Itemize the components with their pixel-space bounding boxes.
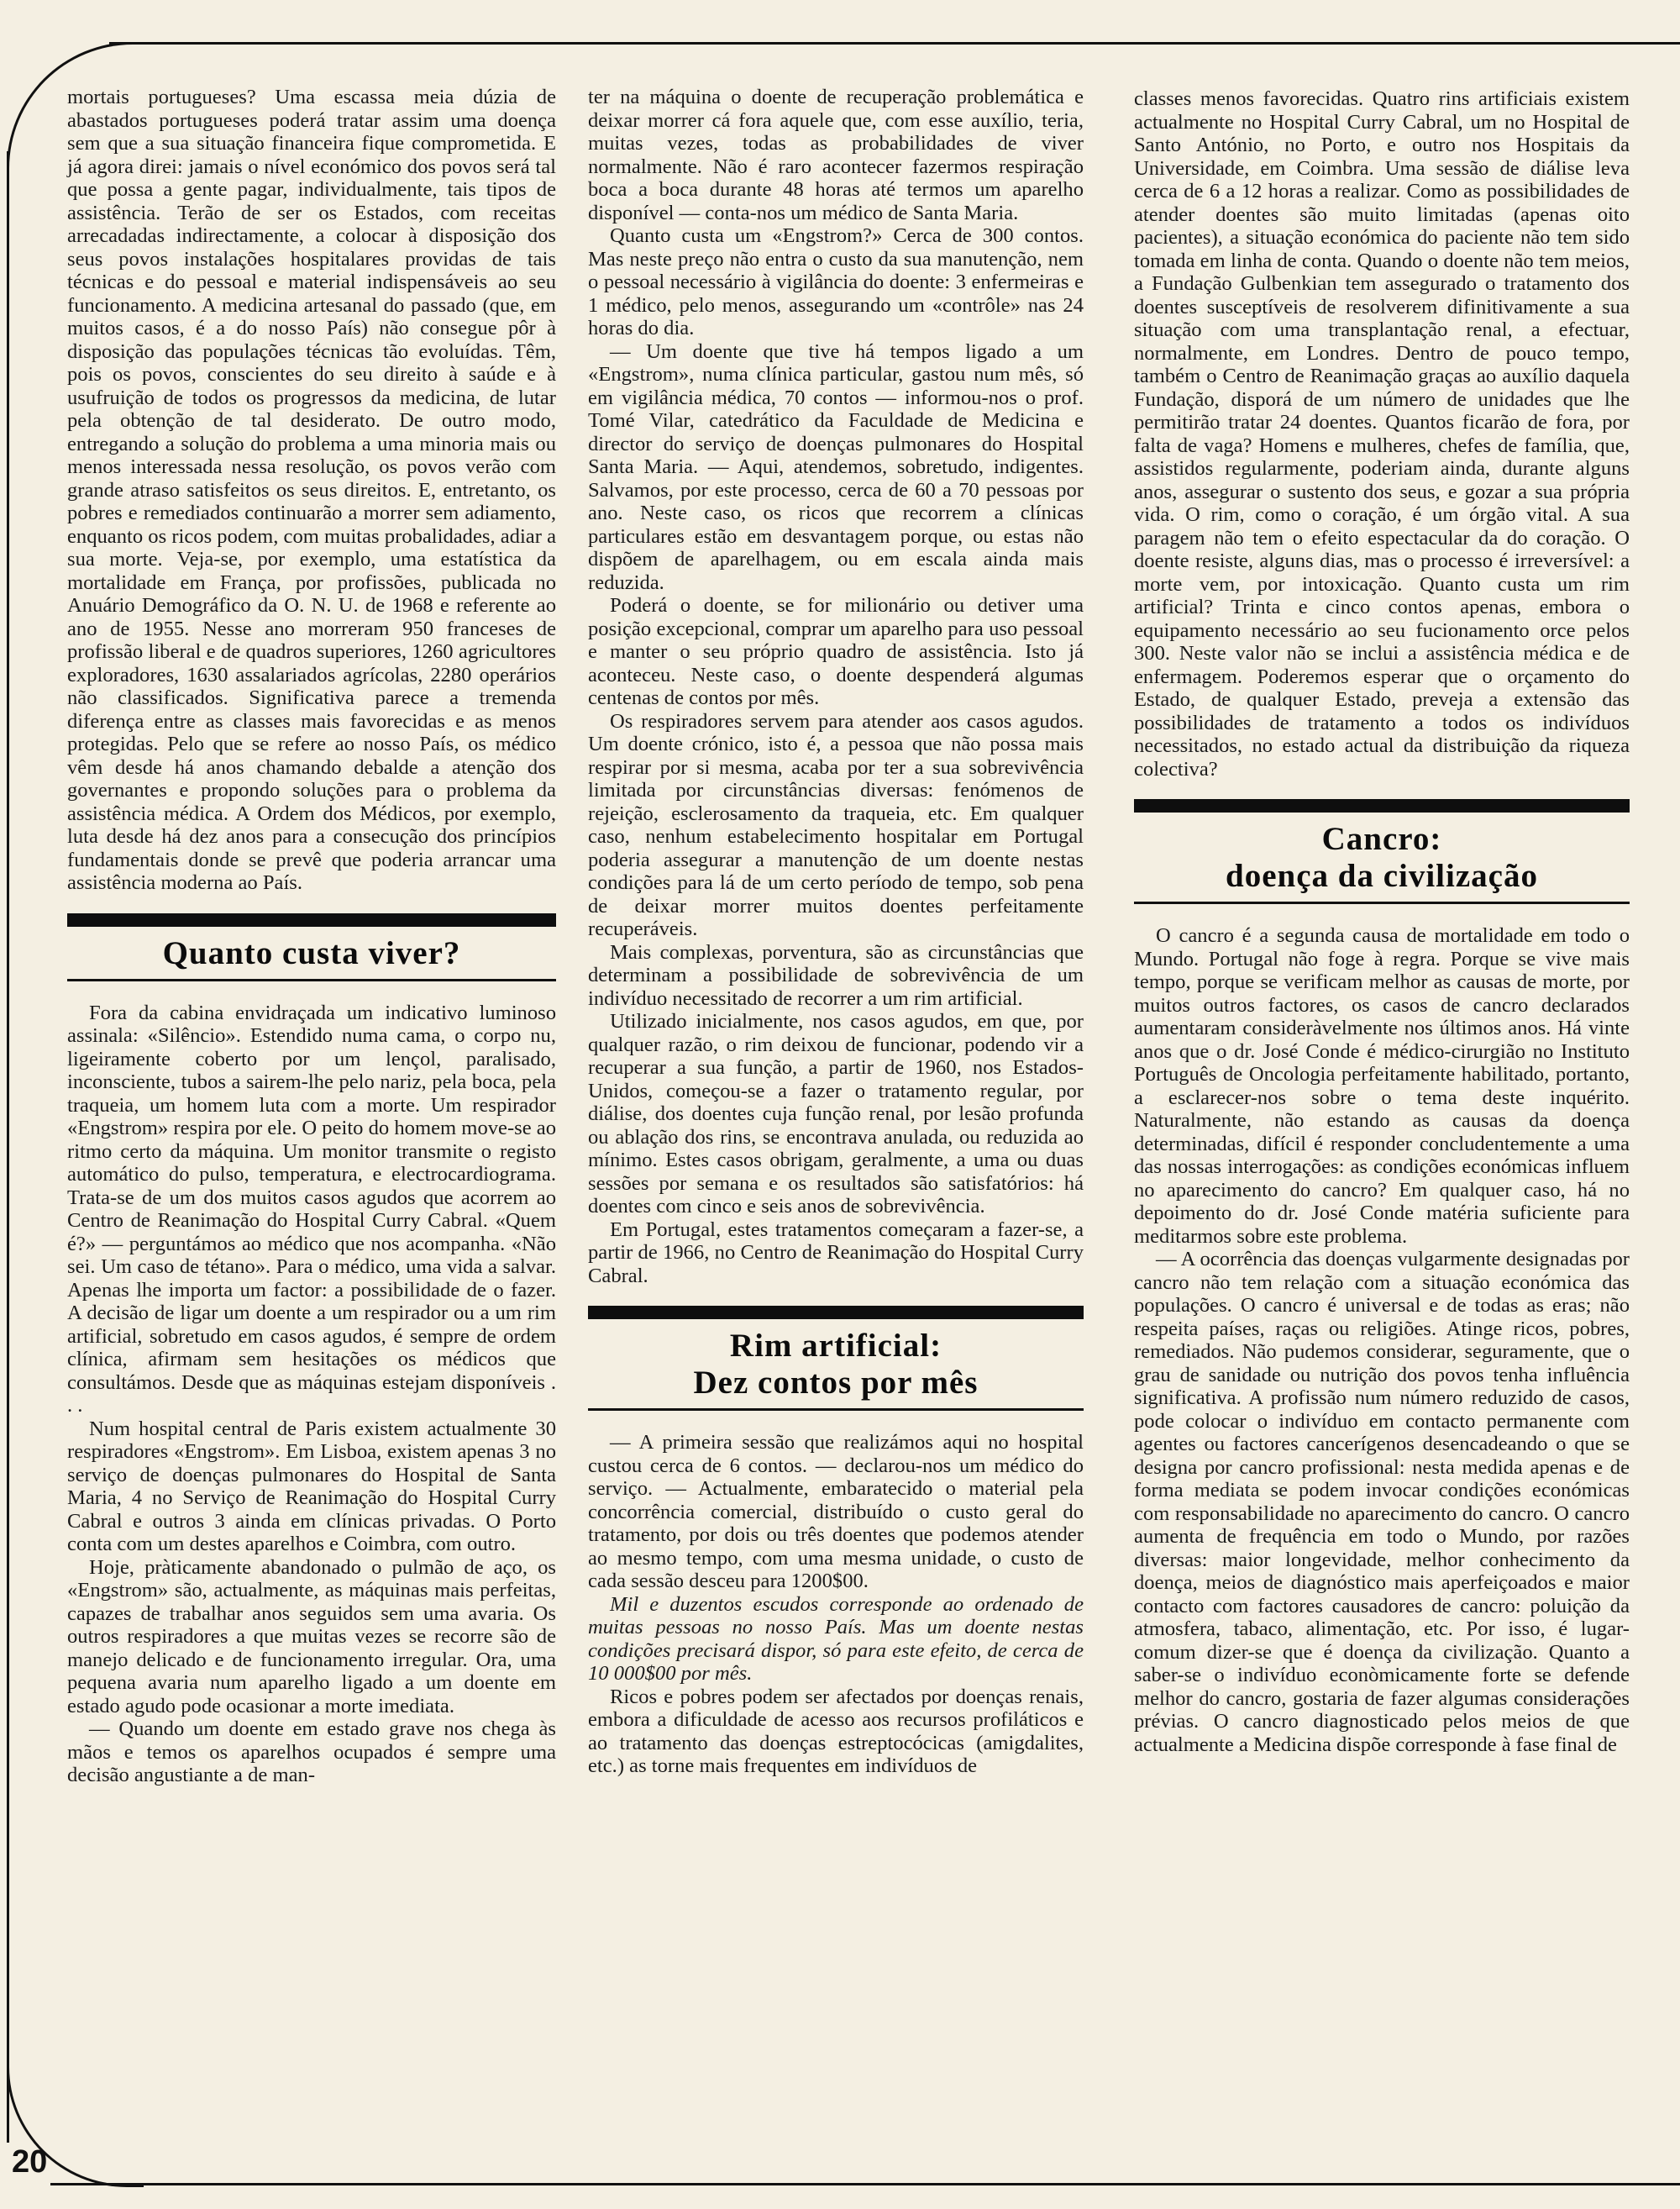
col1-paragraph: Hoje, pràticamente abandonado o pulmão de aço, os «Engstrom» são, actualmente, as máquinas mais perfeitas, capazes de trabalhar anos seguidos sem uma avaria. Os outros respiradores a que muitas vezes se recorre são de manejo delicado e de funcionamento irregular. Ora, uma pequena avaria num aparelho ligado a um doente em estado agudo pode ocasionar a morte imediata. <box>67 1555 556 1717</box>
col3-paragraph: — A ocorrência das doenças vulgarmente designadas por cancro não tem relação com a situação económica das populações. O cancro é universal e de todas as eras; não respeita países, raças ou religiões. Atinge ricos, pobres, remediados. Não pudemos considerar, seguramente, que o grau de sanidade ou nutrição dos povos tenha influência significativa. A profissão num número reduzido de casos, pode colocar o indivíduo em contacto permanente com agentes ou factores cancerígenos desencadeando o que se designa por cancro profissional: nesta medida apenas e de forma mediata se podem invocar condições económicas com responsabilidade no aparecimento do cancro. O cancro aumenta de frequência em todo o Mundo, por razões diversas: maior longevidade, melhor conhecimento da doença, meios de diagnóstico mais aperfeiçoados e maior contacto com factores causadores de cancro: poluição da atmosfera, tabaco, alimentação, etc. Por isso, é lugar-comum dizer-se que é doença da civilização. Quanto a saber-se o indivíduo econòmicamente forte se defende melhor do cancro, gostaria de fazer algumas considerações prévias. O cancro diagnosticado pelos meios de que actualmente a Medicina dispõe corresponde à fase final de <box>1134 1248 1630 1756</box>
section-heading-cancro: Cancro: <box>1321 821 1442 857</box>
section-heading-dez-contos: Dez contos por mês <box>693 1365 979 1401</box>
col2-paragraph: Poderá o doente, se for milionário ou detiver uma posição excepcional, comprar um aparelho para uso pessoal e manter o seu próprio quadro de assistência. Isto já aconteceu. Neste caso, o doente despenderá algumas centenas de contos por mês. <box>588 594 1084 709</box>
heading-bar <box>588 1306 1084 1319</box>
heading-rule <box>1134 902 1630 904</box>
col2-paragraph: Os respiradores servem para atender aos casos agudos. Um doente crónico, isto é, a pessoa que não possa mais respirar por si mesma, acaba por ter a sua sobrevivência limitada por circunstâncias diversas: fenómenos de rejeição, esclerosamento da traqueia, etc. Em qualquer caso, nenhum estabelecimento hospitalar em Portugal poderia assegurar a manutenção de um doente nestas condições para lá de um certo período de tempo, sob pena de deixar morrer muitos doentes perfeitamente recuperáveis. <box>588 709 1084 940</box>
col1-paragraph: Fora da cabina envidraçada um indicativo luminoso assinala: «Silêncio». Estendido numa cama, o corpo nu, ligeiramente coberto por um lençol, paralisado, inconsciente, tubos a sairem-lhe pelo nariz, pela boca, pela traqueia, um homem luta com a morte. Um respirador «Engstrom» respira por ele. O peito do homem move-se ao ritmo certo da máquina. Um monitor transmite o registo automático do pulso, temperatura, e electrocardiograma. Trata-se de um dos muitos casos agudos que acorrem ao Centro de Reanimação do Hospital Curry Cabral. «Quem é?» — perguntámos ao médico que nos acompanha. «Não sei. Um caso de tétano». Para o médico, uma vida a salvar. Apenas lhe importa um factor: a possibilidade de o fazer. A decisão de ligar um doente a um respirador ou a um rim artificial, sobretudo em casos agudos, é sempre de ordem clínica, afirmam sem hesitações os médicos que consultámos. Desde que as máquinas estejam disponíveis . . . <box>67 1001 556 1417</box>
col3-paragraph: O cancro é a segunda causa de mortalidade em todo o Mundo. Portugal não foge à regra. Porque se vive mais tempo, porque se verificam melhor as causas de morte, por muitos outros factores, os casos de cancro declarados aumentaram consideràvelmente nos últimos anos. Há vinte anos que o dr. José Conde é médico-cirurgião no Instituto Português de Oncologia perfeitamente habilitado, portanto, a esclarecer-nos sobre o tema deste inquérito. Naturalmente, não estando as causas da doença determinadas, difícil é responder concludentemente a uma das nossas interrogações: as condições económicas influem no aparecimento do cancro? Em qualquer caso, há no depoimento do dr. José Conde matéria suficiente para meditarmos sobre este problema. <box>1134 924 1630 1248</box>
section-heading-rim-artificial: Rim artificial: <box>729 1328 942 1364</box>
heading-bar <box>67 913 556 927</box>
col2-paragraph: — Um doente que tive há tempos ligado a um «Engstrom», numa clínica particular, gastou num mês, só em vigilância médica, 70 contos — informou-nos o prof. Tomé Vilar, catedrático da Faculdade de Medicina e director do serviço de doenças pulmonares do Hospital Santa Maria. — Aqui, atendemos, sobretudo, indigentes. Salvamos, por este processo, cerca de 60 a 70 pessoas por ano. Neste caso, os ricos que recorrem a clínicas particulares estão em desvantagem porque, ou estas não dispõem de aparelhagem, ou em escala ainda mais reduzida. <box>588 339 1084 594</box>
col2-heading-block <box>588 1306 1084 1411</box>
frame-left-border <box>7 151 9 2143</box>
heading-rule <box>67 979 556 981</box>
col2-paragraph: ter na máquina o doente de recuperação problemática e deixar morrer cá fora aquele que, com esse auxílio, teria, muitas vezes, todas as probabilidades de viver normalmente. Não é raro acontecer fazermos respiração boca a boca durante 48 horas até termos um aparelho disponível — conta-nos um médico de Santa Maria. <box>588 86 1084 224</box>
col1-paragraph: — Quando um doente em estado grave nos chega às mãos e temos os aparelhos ocupados é sempre uma decisão angustiante a de man- <box>67 1717 556 1786</box>
col2-paragraph: Utilizado inicialmente, nos casos agudos, em que, por qualquer razão, o rim deixou de funcionar, podendo vir a recuperar a sua função, a partir de 1960, nos Estados-Unidos, começou-se a fazer o tratamento regular, por diálise, dos doentes cuja função renal, por lesão profunda ou ablação dos rins, se encontrava anulada, ou reduzida ao mínimo. Estes casos obrigam, geralmente, a uma ou duas sessões por semana e os resultados são satisfatórios: há doentes com cinco e seis anos de sobrevivência. <box>588 1010 1084 1218</box>
section-heading-quanto-custa-viver: Quanto custa viver? <box>162 934 461 971</box>
col2-paragraph: Em Portugal, estes tratamentos começaram a fazer-se, a partir de 1966, no Centro de Reanimação do Hospital Curry Cabral. <box>588 1218 1084 1287</box>
col1-paragraph: mortais portugueses? Uma escassa meia dúzia de abastados portugueses poderá tratar assim uma doença sem que a sua situação financeira fique comprometida. E já agora direi: jamais o nível económico dos povos será tal que possa a gente pagar, individualmente, tais tipos de assistência. Terão de ser os Estados, com receitas arrecadadas indirectamente, a colocar à disposição dos seus povos instalações hospitalares providas de tais técnicas e do pessoal e material indispensáveis ao seu funcionamento. A medicina artesanal do passado (que, em muitos casos, é a do nosso País) não consegue pôr à disposição das populações técnicas tão evoluídas. Têm, pois os povos, conscientes do seu direito à saúde e à usufruição de todos os progressos da medicina, de lutar pela obtenção de tal desiderato. De outro modo, entregando a solução do problema a uma minoria mais ou menos interessada nessa resolução, os povos verão com grande atraso satisfeitos os seus direitos. E, entretanto, os pobres e remediados continuarão a morrer sem adiamento, enquanto os ricos podem, com muitas probalidades, adiar a sua morte. Veja-se, por exemplo, uma estatística da mortalidade em França, por profissões, publicada no Anuário Demográfico da O. N. U. de 1968 e referente ao ano de 1955. Nesse ano morreram 950 franceses de profissão liberal e de quadros superiores, 1260 agricultores exploradores, 1630 assalariados agrícolas, 2280 operários não classificados. Significativa parece a tremenda diferença entre as classes mais favorecidas e as menos protegidas. Pelo que se refere ao nosso País, os médico vêm desde há anos chamando debalde a atenção dos governantes e propondo soluções para o problema da assistência médica. A Ordem dos Médicos, por exemplo, luta desde há dez anos para a consecução dos princípios fundamentais donde se prevê que poderia arrancar uma assistência moderna ao País. <box>67 86 556 894</box>
col3-heading-block <box>1134 799 1630 904</box>
col2-paragraph: Mais complexas, porventura, são as circunstâncias que determinam a possibilidade de sobrevivência de um indivíduo necessitado de recorrer a um rim artificial. <box>588 940 1084 1010</box>
column-1 <box>67 86 556 1787</box>
page-number: 20 <box>12 2144 48 2180</box>
section-heading-doenca-civilizacao: doença da civilização <box>1226 858 1538 894</box>
col2-italic-paragraph: Mil e duzentos escudos corresponde ao ordenado de muitas pessoas no nosso País. Mas um doente nestas condições precisará dispor, só para este efeito, de cerca de 10 000$00 por mês. <box>588 1592 1084 1685</box>
heading-bar <box>1134 799 1630 813</box>
heading-rule <box>588 1408 1084 1411</box>
col2-paragraph: Ricos e pobres podem ser afectados por doenças renais, embora a dificuldade de acesso aos recursos profiláticos e ao tratamento das doenças estreptocócicas (amigdalites, etc.) as torne mais frequentes em indivíduos de <box>588 1685 1084 1777</box>
col1-heading-block <box>67 913 556 981</box>
column-2 <box>588 86 1084 1778</box>
frame-top-border <box>109 42 1680 45</box>
column-3 <box>1134 87 1630 1756</box>
col1-paragraph: Num hospital central de Paris existem actualmente 30 respiradores «Engstrom». Em Lisboa, existem apenas 3 no serviço de doenças pulmonares do Hospital de Santa Maria, 4 no Serviço de Reanimação do Hospital Curry Cabral e outros 3 ainda em clínicas privadas. O Porto conta com um destes aparelhos e Coimbra, com outro. <box>67 1417 556 1555</box>
col2-paragraph: Quanto custa um «Engstrom?» Cerca de 300 contos. Mas neste preço não entra o custo da sua manutenção, nem o pessoal necessário à vigilância do doente: 3 enfermeiras e 1 médico, pelo menos, assegurando um «contrôle» nas 24 horas do dia. <box>588 224 1084 339</box>
col2-paragraph: — A primeira sessão que realizámos aqui no hospital custou cerca de 6 contos. — declarou-nos um médico do serviço. — Actualmente, embaratecido o material pela concorrência comercial, distribuído o custo geral do tratamento, por dois ou três doentes que podemos atender ao mesmo tempo, com uma mesma unidade, o custo de cada sessão desceu para 1200$00. <box>588 1431 1084 1592</box>
frame-bottom-border <box>50 2183 1680 2185</box>
col3-paragraph: classes menos favorecidas. Quatro rins artificiais existem actualmente no Hospital Curry Cabral, um no Hospital de Santo António, no Porto, e outro nos Hospitais da Universidade, em Coimbra. Uma sessão de diálise leva cerca de 6 a 12 horas a realizar. Como as possibilidades de atender doentes são muito limitadas (apenas oito pacientes), a situação económica do paciente não tem sido tomada em linha de conta. Quando o doente não tem meios, a Fundação Gulbenkian tem assegurado o tratamento dos doentes susceptíveis de resolverem difinitivamente a sua situação com uma transplantação renal, a efectuar, normalmente, em Londres. Dentro de pouco tempo, também o Centro de Reanimação graças ao auxílio daquela Fundação, disporá de um número de unidades que lhe permitirão tratar 24 doentes. Quantos ficarão de fora, por falta de vaga? Homens e mulheres, chefes de família, que, assistidos regularmente, poderiam ainda, durante alguns anos, assegurar o sustento dos seus, e gozar a sua própria vida. O rim, como o coração, é um órgão vital. A sua paragem não tem o efeito espectacular da do coração. O doente resiste, alguns dias, mas o processo é irreversível: a morte vem, por intoxicação. Quanto custa um rim artificial? Trinta e cinco contos apenas, embora o equipamento necessário ao seu fucionamento orce pelos 300. Neste valor não se inclui a assistência médica e de enfermagem. Poderemos esperar que o orçamento do Estado, de qualquer Estado, preveja a extensão das possibilidades de tratamento a todos os indivíduos necessitados, no estado actual da distribuição da riqueza colectiva? <box>1134 87 1630 781</box>
